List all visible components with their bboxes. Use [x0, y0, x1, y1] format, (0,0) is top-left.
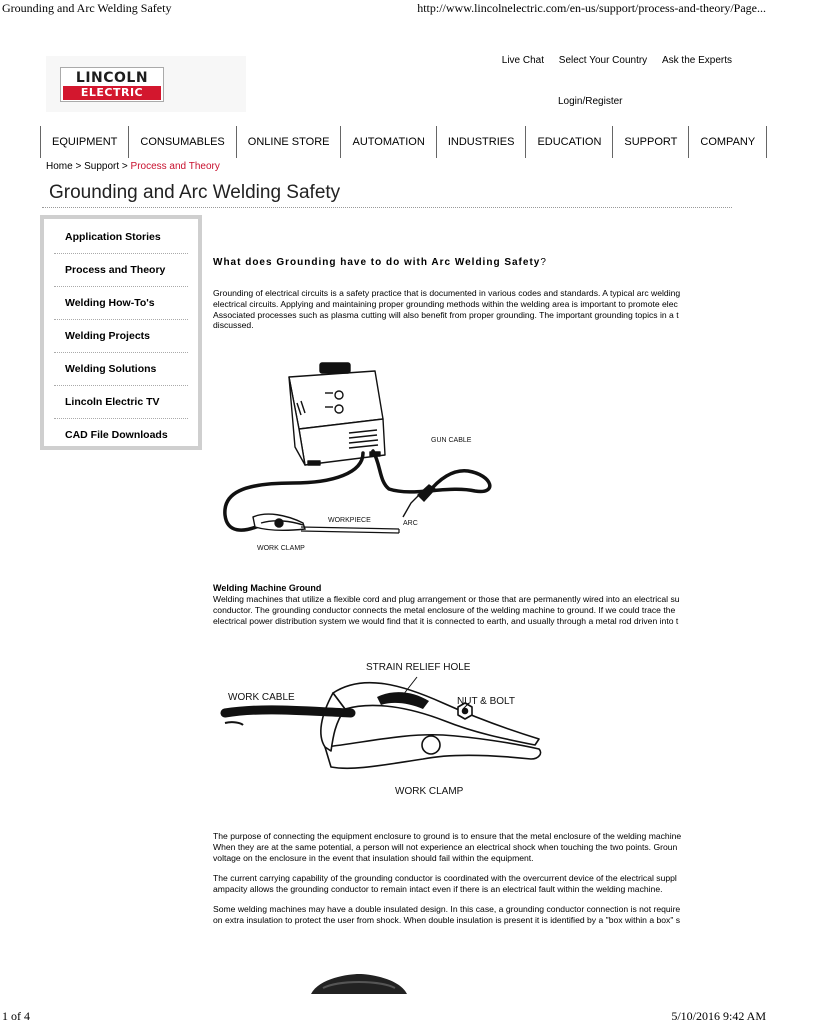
side-item-application-stories[interactable]: Application Stories	[54, 221, 188, 254]
live-chat-link[interactable]: Live Chat	[501, 55, 545, 66]
intro-question-mark: ?	[540, 257, 546, 268]
paragraph-line: electrical power distribution system we would find that it is connected to earth, and usually through a metal rod driven into t	[213, 615, 679, 626]
print-page-number: 1 of 4	[2, 1009, 30, 1023]
nav-consumables[interactable]: CONSUMABLES	[129, 126, 236, 158]
welding-circuit-figure	[213, 355, 513, 560]
paragraph-line: Grounding of electrical circuits is a safety practice that is documented in various codes and standards. A typical arc welding	[213, 288, 681, 298]
nav-education[interactable]: EDUCATION	[526, 126, 613, 158]
gun-cable-label: GUN CABLE	[431, 437, 472, 444]
side-item-welding-solutions[interactable]: Welding Solutions	[54, 353, 188, 386]
work-clamp-label: WORK CLAMP	[257, 545, 305, 552]
intro-question	[213, 257, 546, 268]
breadcrumb	[46, 161, 220, 172]
breadcrumb-home[interactable]: Home	[46, 161, 73, 172]
work-clamp-figure	[213, 655, 553, 805]
paragraph-line: on extra insulation to protect the user from shock. When double insulation is present it is identified by a "box within a box" s	[213, 914, 681, 925]
work-cable-label: WORK CABLE	[228, 692, 295, 703]
logo-text-bottom: ELECTRIC	[63, 86, 161, 100]
side-item-welding-how-tos[interactable]: Welding How-To's	[54, 287, 188, 320]
paragraph-line: Welding machines that utilize a flexible cord and plug arrangement or those that are permanently wired into an electrical su	[213, 594, 680, 604]
insulation-paragraph	[213, 904, 813, 926]
nav-support[interactable]: SUPPORT	[613, 126, 689, 158]
paragraph-line: Some welding machines may have a double insulated design. In this case, a grounding conductor connection is not require	[213, 904, 681, 914]
nav-industries[interactable]: INDUSTRIES	[437, 126, 527, 158]
paragraph-line: electrical circuits. Applying and maintaining proper grounding methods within the welding area is important to promote elec	[213, 298, 678, 309]
side-item-lincoln-tv[interactable]: Lincoln Electric TV	[54, 386, 188, 419]
partial-image	[309, 974, 409, 994]
breadcrumb-separator: >	[72, 161, 85, 172]
section-heading: Welding Machine Ground	[213, 583, 322, 593]
breadcrumb-support[interactable]: Support	[84, 161, 120, 172]
print-header-title: Grounding and Arc Welding Safety	[2, 1, 172, 15]
select-country-link[interactable]: Select Your Country	[558, 55, 648, 66]
workpiece-label: WORKPIECE	[328, 517, 371, 524]
side-item-cad-downloads[interactable]: CAD File Downloads	[65, 429, 168, 441]
paragraph-line: conductor. The grounding conductor connects the metal enclosure of the welding machine to ground. If we could trace the	[213, 604, 676, 615]
paragraph-line: voltage on the enclosure in the event that insulation should fail within the equipment.	[213, 852, 534, 863]
arc-label: ARC	[403, 520, 418, 527]
current-paragraph	[213, 873, 813, 895]
strain-relief-hole-label: STRAIN RELIEF HOLE	[366, 662, 471, 673]
breadcrumb-separator: >	[119, 161, 131, 172]
print-datetime: 5/10/2016 9:42 AM	[671, 1009, 766, 1023]
intro-paragraph	[213, 288, 813, 331]
machine-ground-paragraph	[213, 594, 813, 626]
nut-bolt-label: NUT & BOLT	[457, 696, 515, 707]
nav-online-store[interactable]: ONLINE STORE	[237, 126, 342, 158]
nav-automation[interactable]: AUTOMATION	[341, 126, 436, 158]
side-item-welding-projects[interactable]: Welding Projects	[54, 320, 188, 353]
ask-experts-link[interactable]: Ask the Experts	[661, 55, 732, 66]
nav-company[interactable]: COMPANY	[689, 126, 767, 158]
login-register-link[interactable]: Login/Register	[558, 96, 623, 107]
purpose-paragraph	[213, 831, 813, 863]
logo-badge	[60, 67, 164, 102]
nav-equipment[interactable]: EQUIPMENT	[41, 126, 129, 158]
paragraph-line: The purpose of connecting the equipment enclosure to ground is to ensure that the metal enclosure of the welding machine	[213, 831, 682, 841]
intro-question-text: What does Grounding have to do with Arc Welding Safety	[213, 257, 541, 268]
paragraph-line: ampacity allows the grounding conductor to remain intact even if there is an electrical fault within the welding machine.	[213, 883, 663, 894]
paragraph-line: The current carrying capability of the grounding conductor is coordinated with the overcurrent device of the electrical suppl	[213, 873, 677, 883]
work-clamp-label: WORK CLAMP	[395, 786, 464, 797]
logo-text-top: LINCOLN	[75, 70, 149, 86]
paragraph-line: When they are at the same potential, a person will not experience an electrical shock when touching the two points. Groun	[213, 841, 678, 852]
print-footer	[0, 1008, 768, 1024]
paragraph-line: Associated processes such as plasma cutting will also benefit from proper grounding. The important grounding topics in a t	[213, 309, 679, 320]
breadcrumb-current[interactable]: Process and Theory	[130, 161, 220, 172]
page-title: Grounding and Arc Welding Safety	[49, 182, 341, 203]
side-menu	[40, 215, 202, 450]
paragraph-line: discussed.	[213, 320, 254, 331]
article-content	[213, 0, 733, 1000]
print-header-url: http://www.lincolnelectric.com/en-us/support/process-and-theory/Page...	[417, 1, 766, 15]
side-item-process-theory[interactable]: Process and Theory	[54, 254, 188, 287]
